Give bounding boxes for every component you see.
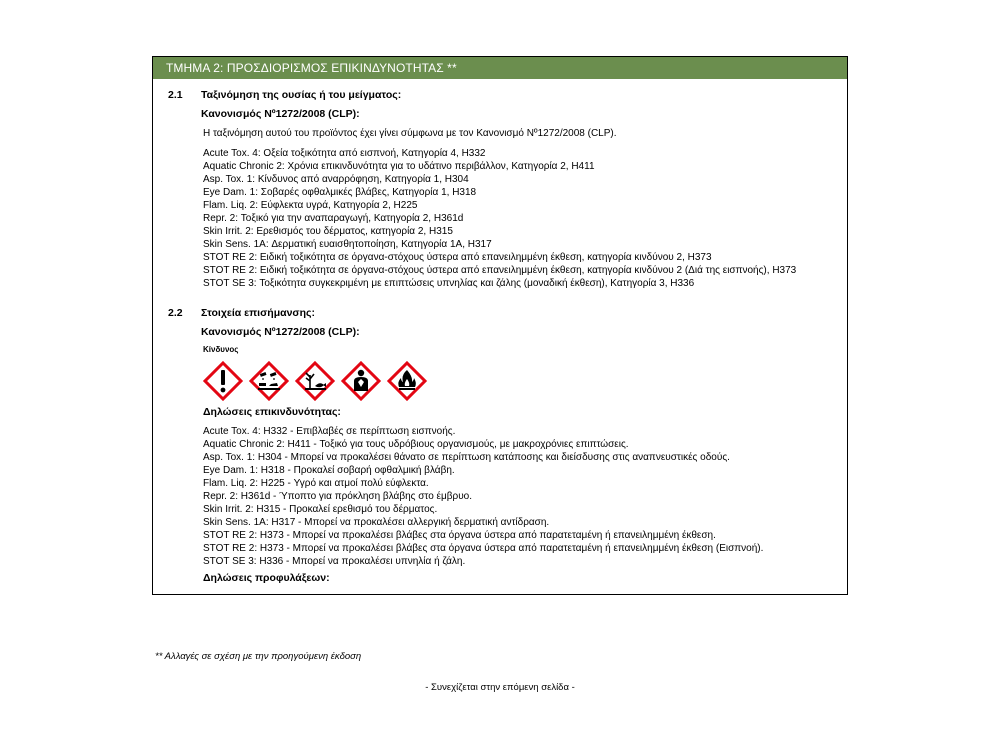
section-header: ΤΜΗΜΑ 2: ΠΡΟΣΔΙΟΡΙΣΜΟΣ ΕΠΙΚΙΝΔΥΝΟΤΗΤΑΣ **: [153, 57, 847, 79]
classification-statement: Η ταξινόμηση αυτού του προϊόντος έχει γίνει σύμφωνα με τον Κανονισμό Nº1272/2008 (CLP).: [203, 128, 617, 139]
list-item: Skin Irrit. 2: Ερεθισμός του δέρματος, κατηγορία 2, H315: [203, 226, 453, 237]
list-item: Skin Sens. 1A: H317 - Μπορεί να προκαλέσει αλλεργική δερματική αντίδραση.: [203, 517, 550, 528]
list-item: Repr. 2: H361d - Ύποπτο για πρόκληση βλάβης στο έμβρυο.: [203, 491, 473, 502]
classification-regulation: Κανονισμός Nº1272/2008 (CLP):: [201, 108, 360, 120]
list-item: Eye Dam. 1: Σοβαρές οφθαλμικές βλάβες, Κατηγορία 1, H318: [203, 187, 477, 198]
health-hazard-icon: [341, 361, 381, 401]
changes-footnote: ** Αλλαγές σε σχέση με την προηγούμενη έκδοση: [155, 651, 362, 662]
labelling-regulation: Κανονισμός Nº1272/2008 (CLP):: [201, 326, 360, 338]
list-item: STOT RE 2: H373 - Μπορεί να προκαλέσει βλάβες στα όργανα ύστερα από παρατεταμένη ή επανειλημμένη έκθεση (Εισπνοή).: [203, 543, 764, 554]
subsection-2-2-number: 2.2: [168, 307, 183, 319]
list-item: Acute Tox. 4: Οξεία τοξικότητα από εισπνοή, Κατηγορία 4, H332: [203, 148, 486, 159]
list-item: Asp. Tox. 1: H304 - Μπορεί να προκαλέσει θάνατο σε περίπτωση κατάποσης και διείσδυσης στις αναπνευστικές οδούς.: [203, 452, 730, 463]
list-item: Skin Sens. 1A: Δερματική ευαισθητοποίηση, Κατηγορία 1A, H317: [203, 239, 492, 250]
subsection-2-2-title: Στοιχεία επισήμανσης:: [201, 307, 315, 319]
list-item: Acute Tox. 4: H332 - Επιβλαβές σε περίπτωση εισπνοής.: [203, 426, 456, 437]
list-item: Eye Dam. 1: H318 - Προκαλεί σοβαρή οφθαλμική βλάβη.: [203, 465, 455, 476]
list-item: Repr. 2: Τοξικό για την αναπαραγωγή, Κατηγορία 2, H361d: [203, 213, 464, 224]
corrosion-icon: [249, 361, 289, 401]
classification-list: [203, 147, 796, 290]
list-item: STOT SE 3: H336 - Μπορεί να προκαλέσει υπνηλία ή ζάλη.: [203, 556, 466, 567]
precaution-statements-title: Δηλώσεις προφυλάξεων:: [203, 572, 330, 584]
environment-icon: [295, 361, 335, 401]
list-item: Asp. Tox. 1: Κίνδυνος από αναρρόφηση, Κατηγορία 1, H304: [203, 174, 469, 185]
list-item: Aquatic Chronic 2: Χρόνια επικινδυνότητα για το υδάτινο περιβάλλον, Κατηγορία 2, H411: [203, 161, 595, 172]
list-item: Aquatic Chronic 2: H411 - Τοξικό για τους υδρόβιους οργανισμούς, με μακροχρόνιες επιπτώσεις.: [203, 439, 629, 450]
list-item: Flam. Liq. 2: H225 - Υγρό και ατμοί πολύ εύφλεκτα.: [203, 478, 429, 489]
hazard-statements-title: Δηλώσεις επικινδυνότητας:: [203, 406, 341, 418]
list-item: STOT SE 3: Τοξικότητα συγκεκριμένη με επιπτώσεις υπνηλίας και ζάλης (μοναδική έκθεση), Κατηγορία 3, H336: [203, 278, 695, 289]
list-item: STOT RE 2: Ειδική τοξικότητα σε όργανα-στόχους ύστερα από επανειλημμένη έκθεση, κατηγορία κινδύνου 2, H373: [203, 252, 712, 263]
subsection-2-1-title: Ταξινόμηση της ουσίας ή του μείγματος:: [201, 89, 402, 101]
subsection-2-1-number: 2.1: [168, 89, 183, 101]
continued-notice: - Συνεχίζεται στην επόμενη σελίδα -: [425, 682, 575, 693]
ghs-pictograms: [203, 361, 427, 401]
section-2-box: [152, 56, 848, 595]
list-item: STOT RE 2: H373 - Μπορεί να προκαλέσει βλάβες στα όργανα ύστερα από παρατεταμένη ή επανειλημμένη έκθεση.: [203, 530, 716, 541]
exclamation-icon: [203, 361, 243, 401]
list-item: STOT RE 2: Ειδική τοξικότητα σε όργανα-στόχους ύστερα από επανειλημμένη έκθεση, κατηγορία κινδύνου 2 (Διά της εισπνοής), H373: [203, 265, 797, 276]
list-item: Skin Irrit. 2: H315 - Προκαλεί ερεθισμό του δέρματος.: [203, 504, 438, 515]
list-item: Flam. Liq. 2: Εύφλεκτα υγρά, Κατηγορία 2, H225: [203, 200, 418, 211]
signal-word: Κίνδυνος: [203, 345, 239, 354]
hazard-statements-list: [203, 425, 763, 568]
flame-icon: [387, 361, 427, 401]
